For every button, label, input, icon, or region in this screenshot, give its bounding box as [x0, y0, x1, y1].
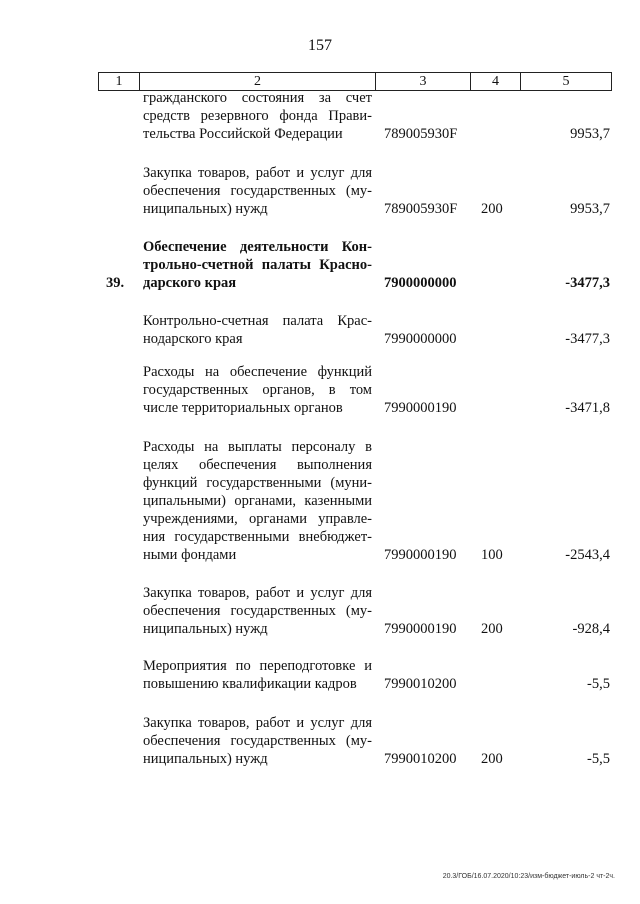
table-row	[0, 714, 640, 768]
target-article-code: 789005930F	[384, 126, 458, 142]
target-article-code: 789005930F	[384, 201, 458, 217]
table-row	[0, 312, 640, 348]
description-line: учреждениями, органами управле-	[143, 511, 372, 527]
description-line: целях обеспечения выполнения	[143, 457, 372, 473]
target-article-code: 7990000000	[384, 331, 457, 347]
description-line: Мероприятия по переподготовке и	[143, 658, 372, 674]
row-description	[143, 438, 372, 564]
table-row	[0, 164, 640, 218]
row-number: 39.	[106, 275, 125, 291]
description-line: ния государственными внебюджет-	[143, 529, 372, 545]
amount-value: -5,5	[587, 676, 610, 692]
description-line: средств резервного фонда Прави-	[143, 108, 372, 124]
expense-type-code: 200	[481, 201, 503, 217]
description-line: трольно-счетной палаты Красно-	[143, 257, 372, 273]
description-line: нодарского края	[143, 331, 243, 347]
row-description	[143, 89, 372, 143]
expense-type-code: 100	[481, 547, 503, 563]
target-article-code: 7900000000	[384, 275, 457, 291]
description-line: обеспечения государственных (му-	[143, 733, 372, 749]
description-line: Закупка товаров, работ и услуг для	[143, 585, 372, 601]
description-line: Расходы на обеспечение функций	[143, 364, 372, 380]
target-article-code: 7990000190	[384, 547, 457, 563]
expense-type-code: 200	[481, 751, 503, 767]
amount-value: -3477,3	[565, 275, 610, 291]
description-line: дарского края	[143, 275, 237, 291]
description-line: Контрольно-счетная палата Крас-	[143, 313, 372, 329]
description-line: Обеспечение деятельности Кон-	[143, 239, 372, 255]
table-row	[0, 363, 640, 417]
row-description	[143, 584, 372, 638]
row-description	[143, 657, 372, 693]
description-line: Расходы на выплаты персоналу в	[143, 439, 372, 455]
description-line: повышению квалификации кадров	[143, 676, 357, 692]
amount-value: -928,4	[572, 621, 610, 637]
target-article-code: 7990000190	[384, 400, 457, 416]
description-line: ными фондами	[143, 547, 237, 563]
description-line: ципальными) органами, казенными	[143, 493, 372, 509]
description-line: Закупка товаров, работ и услуг для	[143, 165, 372, 181]
table-row	[0, 238, 640, 292]
expense-type-code: 200	[481, 621, 503, 637]
column-header-3: 3	[375, 73, 470, 90]
amount-value: -2543,4	[565, 547, 610, 563]
table-row	[0, 657, 640, 693]
description-line: ниципальных) нужд	[143, 621, 268, 637]
row-description	[143, 164, 372, 218]
target-article-code: 7990010200	[384, 676, 457, 692]
description-line: тельства Российской Федерации	[143, 126, 343, 142]
row-description	[143, 363, 372, 417]
description-line: обеспечения государственных (му-	[143, 183, 372, 199]
amount-value: 9953,7	[570, 201, 610, 217]
document-footer-stamp: 20.3/ГОБ/16.07.2020/10:23/изм-бюджет-июль-2 чт-2ч.	[442, 873, 615, 880]
amount-value: -3471,8	[565, 400, 610, 416]
table-row	[0, 438, 640, 564]
description-line: Закупка товаров, работ и услуг для	[143, 715, 372, 731]
column-header-1: 1	[115, 73, 123, 89]
description-line: государственных органов, в том	[143, 382, 372, 398]
target-article-code: 7990010200	[384, 751, 457, 767]
description-line: обеспечения государственных (му-	[143, 603, 372, 619]
row-description	[143, 238, 372, 292]
column-header-2: 2	[139, 73, 375, 90]
column-header-4: 4	[470, 73, 520, 90]
column-header-5: 5	[520, 73, 611, 90]
description-line: ниципальных) нужд	[143, 751, 268, 767]
description-line: ниципальных) нужд	[143, 201, 268, 217]
row-description	[143, 714, 372, 768]
description-line: функций государственными (муни-	[143, 475, 372, 491]
row-description	[143, 312, 372, 348]
table-row	[0, 89, 640, 143]
page-number: 157	[308, 37, 332, 54]
amount-value: 9953,7	[570, 126, 610, 142]
description-line: числе территориальных органов	[143, 400, 343, 416]
table-row	[0, 584, 640, 638]
target-article-code: 7990000190	[384, 621, 457, 637]
description-line: гражданского состояния за счет	[143, 90, 372, 106]
amount-value: -3477,3	[565, 331, 610, 347]
amount-value: -5,5	[587, 751, 610, 767]
